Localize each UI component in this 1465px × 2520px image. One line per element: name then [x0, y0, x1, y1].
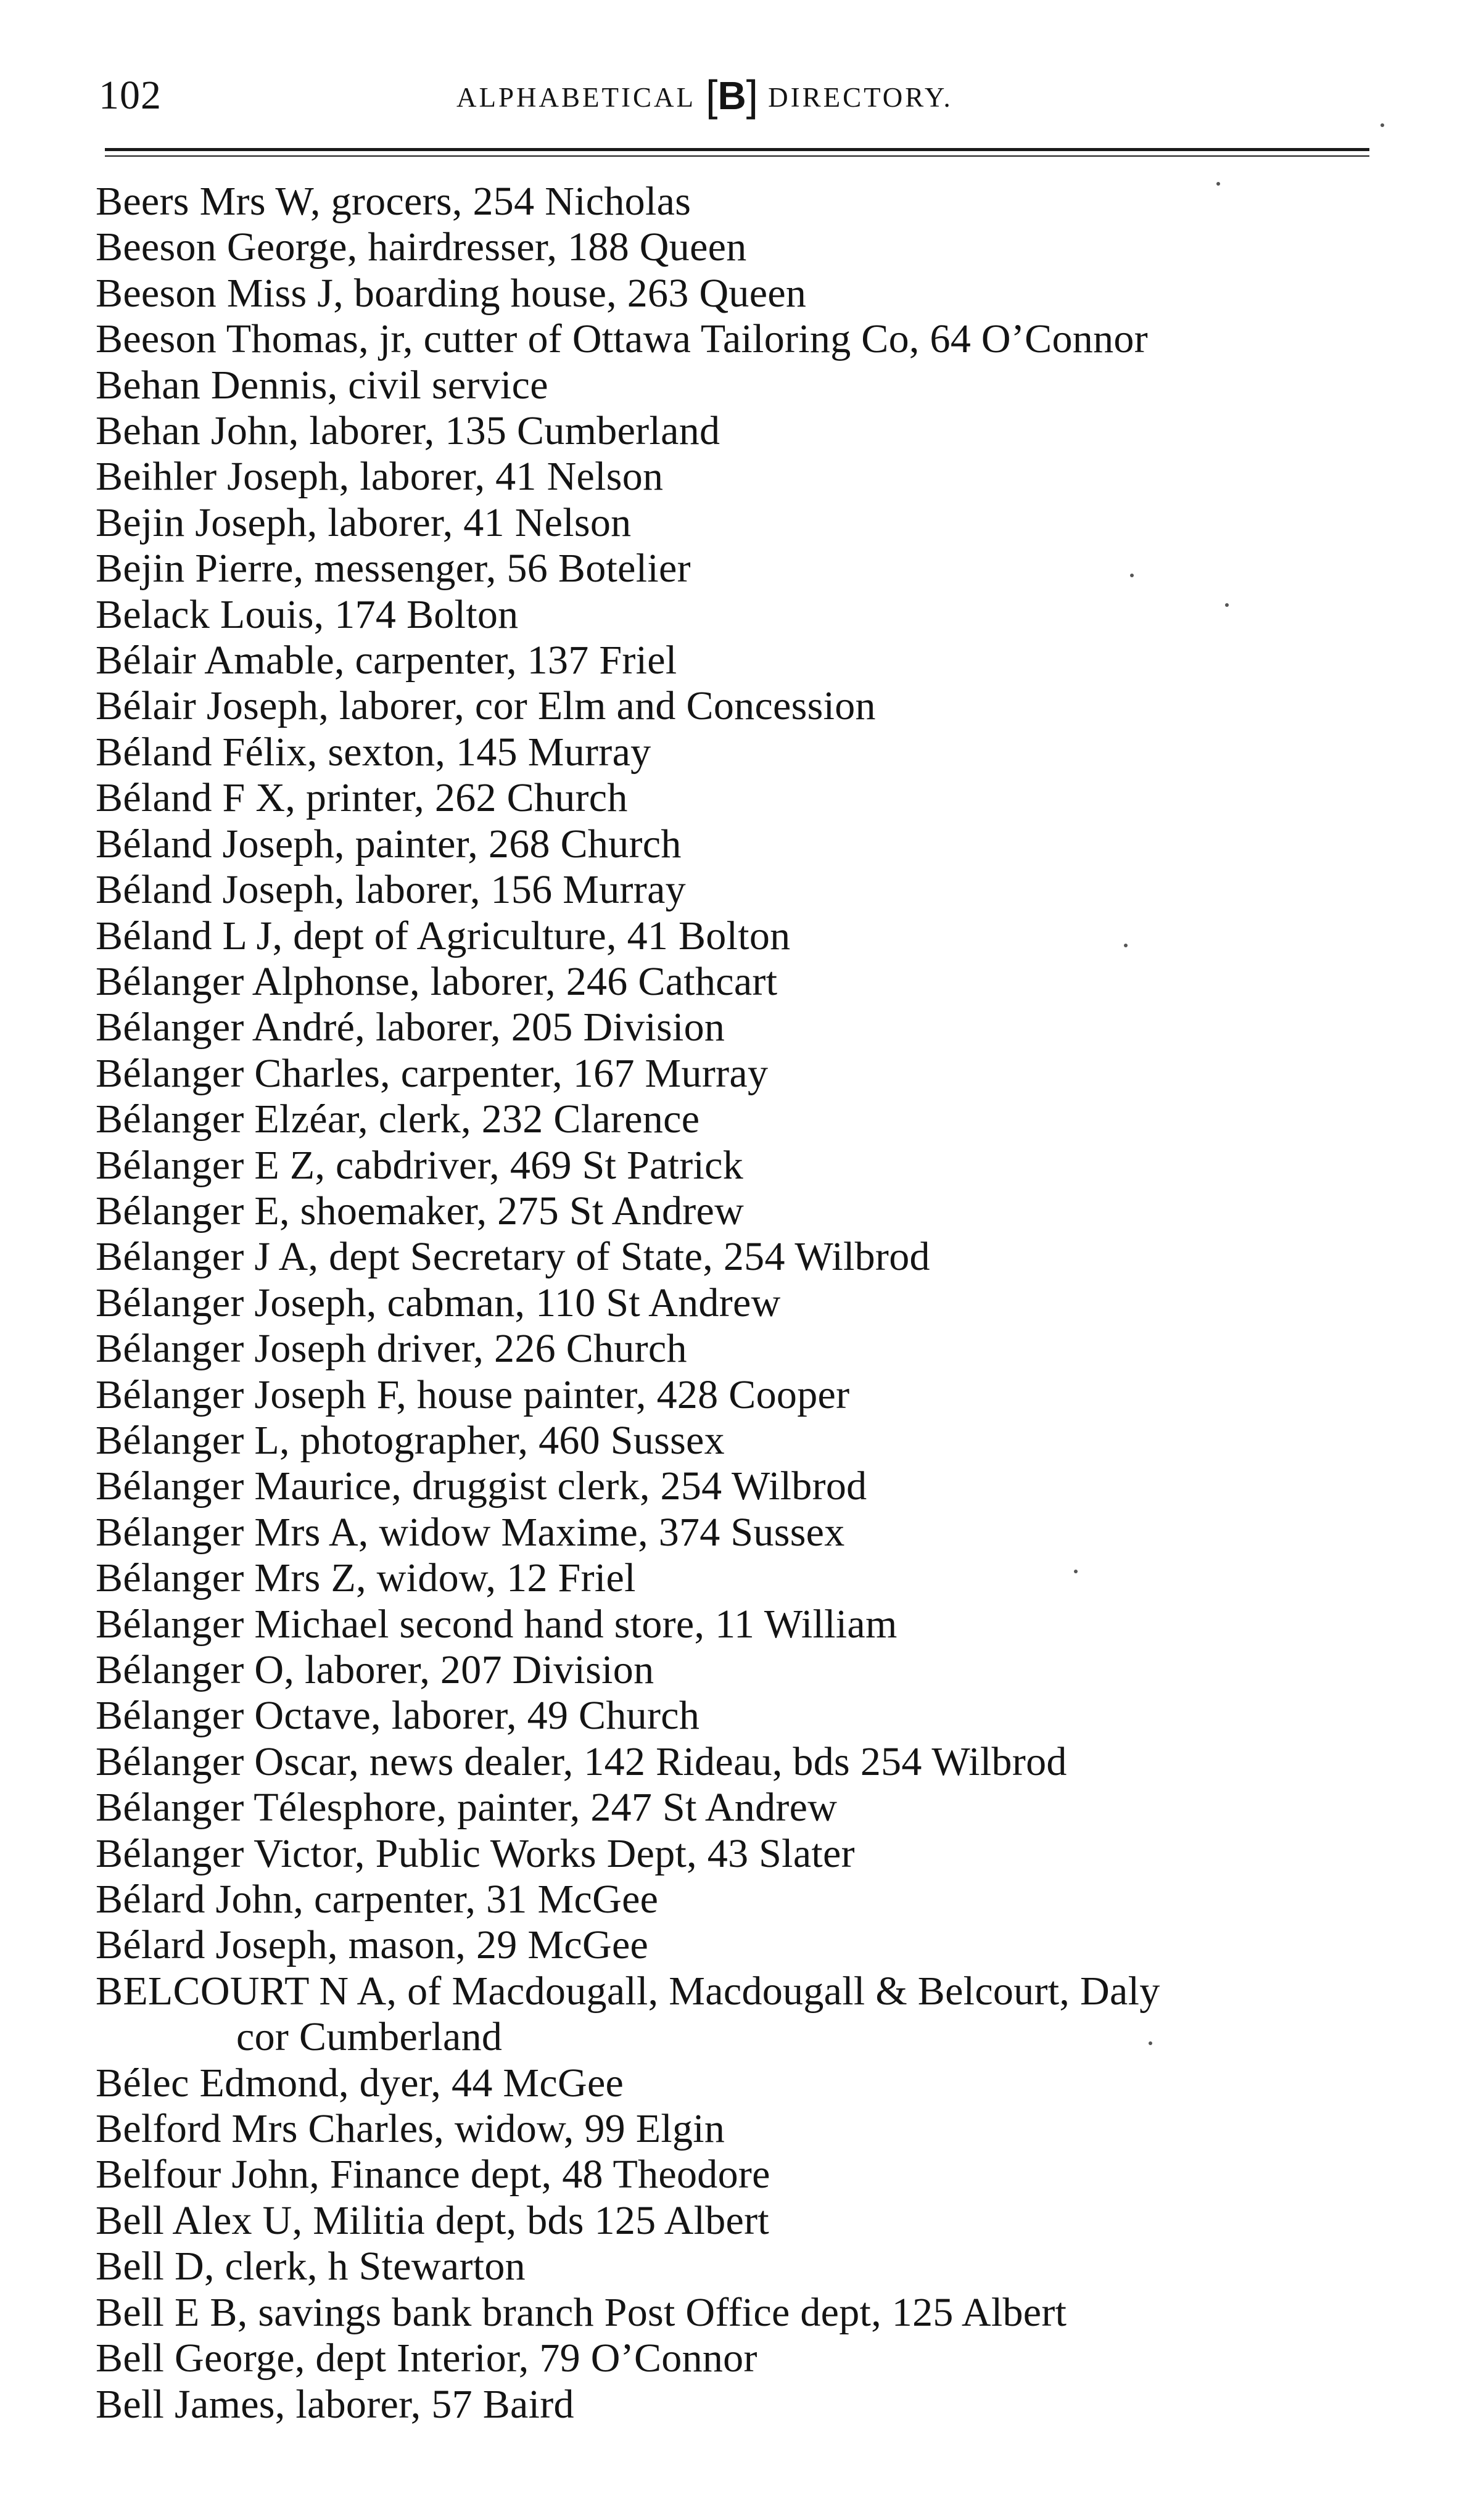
directory-entry: Bélanger Charles, carpenter, 167 Murray [96, 1050, 769, 1096]
section-letter-group [706, 68, 758, 123]
directory-entry: Bélair Amable, carpenter, 137 Friel [96, 638, 677, 683]
print-speck [1074, 1570, 1078, 1573]
title-before: ALPHABETICAL [456, 82, 696, 113]
page-header [99, 68, 1369, 123]
directory-entry: Beihler Joseph, laborer, 41 Nelson [96, 454, 664, 500]
directory-entry: BELCOURT N A, of Macdougall, Macdougall & Belcourt, Daly [96, 1968, 1160, 2014]
directory-entry: Bélanger E Z, cabdriver, 469 St Patrick [96, 1142, 744, 1188]
directory-entry: Bélanger Elzéar, clerk, 232 Clarence [96, 1097, 700, 1142]
running-title [456, 68, 953, 123]
directory-entry: Béland F X, printer, 262 Church [96, 775, 628, 821]
directory-entry: Beeson Miss J, boarding house, 263 Queen [96, 270, 807, 316]
continuation-text: cor Cumberland [236, 2014, 503, 2060]
directory-entry: Belfour John, Finance dept, 48 Theodore [96, 2152, 770, 2197]
directory-entry: Béland Joseph, painter, 268 Church [96, 821, 682, 867]
directory-entry: Bell George, dept Interior, 79 O’Connor [96, 2336, 757, 2381]
directory-entry: Behan John, laborer, 135 Cumberland [96, 408, 720, 454]
directory-entry: Beeson George, hairdresser, 188 Queen [96, 224, 747, 270]
print-speck [1225, 603, 1229, 607]
directory-entry: Bélanger Oscar, news dealer, 142 Rideau, bds 254 Wilbrod [96, 1739, 1067, 1784]
header-rule-thick [105, 148, 1369, 151]
directory-entry: Bélair Joseph, laborer, cor Elm and Concession [96, 683, 876, 729]
directory-entry: Bejin Joseph, laborer, 41 Nelson [96, 500, 632, 545]
header-rule-thin [105, 155, 1369, 157]
print-speck [1380, 123, 1384, 127]
directory-entry: Bélanger O, laborer, 207 Division [96, 1647, 654, 1692]
directory-entry: Bélanger Victor, Public Works Dept, 43 Slater [96, 1830, 855, 1876]
bracket-close: ] [746, 72, 759, 120]
directory-entry: Bélanger L, photographer, 460 Sussex [96, 1417, 725, 1463]
directory-entry: Belford Mrs Charles, widow, 99 Elgin [96, 2106, 725, 2152]
directory-entry: Bell Alex U, Militia dept, bds 125 Albert [96, 2197, 770, 2243]
directory-entry: Bejin Pierre, messenger, 56 Botelier [96, 546, 691, 591]
directory-entry: Bélanger André, laborer, 205 Division [96, 1005, 725, 1050]
directory-entry: Belack Louis, 174 Bolton [96, 591, 519, 637]
directory-entry: Bélanger Octave, laborer, 49 Church [96, 1693, 700, 1739]
directory-entry: Bélanger Michael second hand store, 11 William [96, 1601, 898, 1647]
section-letter: B [717, 73, 746, 118]
print-speck [1149, 2041, 1152, 2045]
directory-entry: Bell E B, savings bank branch Post Office dept, 125 Albert [96, 2289, 1067, 2335]
directory-entry: Bélanger Maurice, druggist clerk, 254 Wilbrod [96, 1464, 867, 1509]
directory-entry: Bélanger Joseph, cabman, 110 St Andrew [96, 1280, 781, 1325]
title-after: DIRECTORY. [768, 82, 953, 113]
directory-entry: Bélanger E, shoemaker, 275 St Andrew [96, 1188, 745, 1233]
directory-entry: Bélanger Mrs Z, widow, 12 Friel [96, 1555, 636, 1601]
directory-entry: Beeson Thomas, jr, cutter of Ottawa Tailoring Co, 64 O’Connor [96, 316, 1148, 362]
bracket-open: [ [705, 72, 718, 120]
directory-entry: Bell D, clerk, h Stewarton [96, 2244, 526, 2289]
directory-entries [96, 179, 1379, 2427]
directory-entry: Behan Dennis, civil service [96, 362, 548, 408]
directory-entry: Bélard John, carpenter, 31 McGee [96, 1877, 659, 1922]
directory-entry: Beers Mrs W, grocers, 254 Nicholas [96, 179, 691, 224]
directory-entry: Bélard Joseph, mason, 29 McGee [96, 1922, 649, 1968]
directory-entry: Béland Félix, sexton, 145 Murray [96, 729, 651, 775]
directory-entry: Bélanger J A, dept Secretary of State, 254 Wilbrod [96, 1234, 930, 1280]
directory-entry: Béland L J, dept of Agriculture, 41 Bolton [96, 913, 791, 958]
directory-entry: Bélec Edmond, dyer, 44 McGee [96, 2060, 624, 2106]
directory-entry: Bélanger Télesphore, painter, 247 St Andrew [96, 1785, 838, 1830]
print-speck [1130, 574, 1134, 577]
directory-entry: Béland Joseph, laborer, 156 Murray [96, 867, 686, 913]
directory-entry: Bélanger Alphonse, laborer, 246 Cathcart [96, 958, 778, 1004]
directory-entry-continuation [96, 2014, 1379, 2060]
print-speck [1124, 944, 1128, 947]
print-speck [1216, 182, 1220, 186]
directory-entry: Bélanger Joseph driver, 226 Church [96, 1326, 687, 1372]
directory-entry: Bélanger Mrs A, widow Maxime, 374 Sussex [96, 1509, 845, 1555]
directory-entry: Bell James, laborer, 57 Baird [96, 2381, 574, 2427]
directory-entry: Bélanger Joseph F, house painter, 428 Cooper [96, 1372, 850, 1417]
page-number: 102 [99, 73, 162, 118]
